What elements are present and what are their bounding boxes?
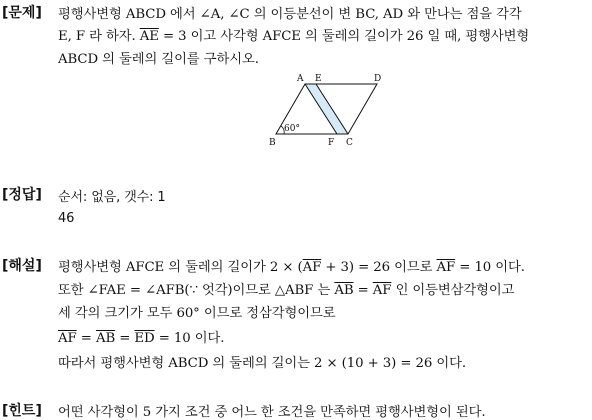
explanation-line-1 xyxy=(58,256,525,275)
parallelogram-figure xyxy=(262,72,394,150)
explanation-tag: [해설] xyxy=(2,258,42,274)
answer-tag: [정답] xyxy=(2,187,42,203)
problem-line-2-a: E, F 라 하자. xyxy=(58,29,140,44)
segment-ab: $\overline{AB}$ xyxy=(95,331,116,346)
label-e: E xyxy=(315,74,322,84)
segment-ab: $\overline{AB}$ xyxy=(334,283,354,298)
problem-line-2-b: = 3 이고 사각형 AFCE 의 둘레의 길이가 26 일 때, 평행사변형 xyxy=(158,29,530,44)
hint-text: 어떤 사각형이 5 가지 조건 중 어느 한 조건을 만족하면 평행사변형이 된다. xyxy=(58,405,486,420)
label-c: C xyxy=(346,138,353,148)
segment-af: $\overline{AF}$ xyxy=(436,260,456,275)
segment-af: $\overline{AF}$ xyxy=(58,331,77,346)
segment-af: $\overline{AF}$ xyxy=(302,260,322,275)
segment-af: $\overline{AF}$ xyxy=(372,283,392,298)
explanation-line-1-b: + 3) = 26 이므로 xyxy=(321,260,437,275)
problem-line-3: ABCD 의 둘레의 길이를 구하시오. xyxy=(58,52,259,67)
explanation-line-2-a: 또한 ∠FAE = ∠AFB(∵ 엇각)이므로 △ABF 는 xyxy=(58,283,335,298)
shaded-parallelogram-afce xyxy=(305,84,348,134)
explanation-line-2 xyxy=(58,279,514,298)
answer-value: 46 xyxy=(58,211,75,226)
answer-order: 순서: 없음, 갯수: 1 xyxy=(58,190,166,205)
explanation-line-1-c: = 10 이다. xyxy=(455,260,525,275)
segment-ae: $\overline{AE}$ xyxy=(139,29,159,44)
label-b: B xyxy=(269,138,276,148)
explanation-line-2-c: 인 이등변삼각형이고 xyxy=(391,283,515,298)
explanation-line-4 xyxy=(58,327,224,346)
explanation-line-3: 세 각의 크기가 모두 60° 이므로 정삼각형이므로 xyxy=(58,306,336,321)
label-f: F xyxy=(328,138,335,148)
problem-line-2 xyxy=(58,25,529,44)
label-a: A xyxy=(297,74,304,84)
explanation-line-4-c: = 10 이다. xyxy=(154,331,225,346)
explanation-line-1-a: 평행사변형 AFCE 의 둘레의 길이가 2 × ( xyxy=(58,260,303,275)
problem-line-1: 평행사변형 ABCD 에서 ∠A, ∠C 의 이등분선이 변 BC, AD 와 만나는 점을 각각 xyxy=(58,7,522,22)
explanation-line-5: 따라서 평행사변형 ABCD 의 둘레의 길이는 2 × (10 + 3) = 26 이다. xyxy=(58,356,466,371)
problem-tag: [문제] xyxy=(2,5,42,21)
hint-tag: [힌트] xyxy=(2,403,42,419)
label-d: D xyxy=(374,74,382,84)
equals-sign: = xyxy=(115,331,135,346)
angle-label-b: 60° xyxy=(284,124,300,134)
explanation-line-2-b: = xyxy=(353,283,373,298)
segment-ed: $\overline{ED}$ xyxy=(134,331,155,346)
equals-sign: = xyxy=(76,331,96,346)
